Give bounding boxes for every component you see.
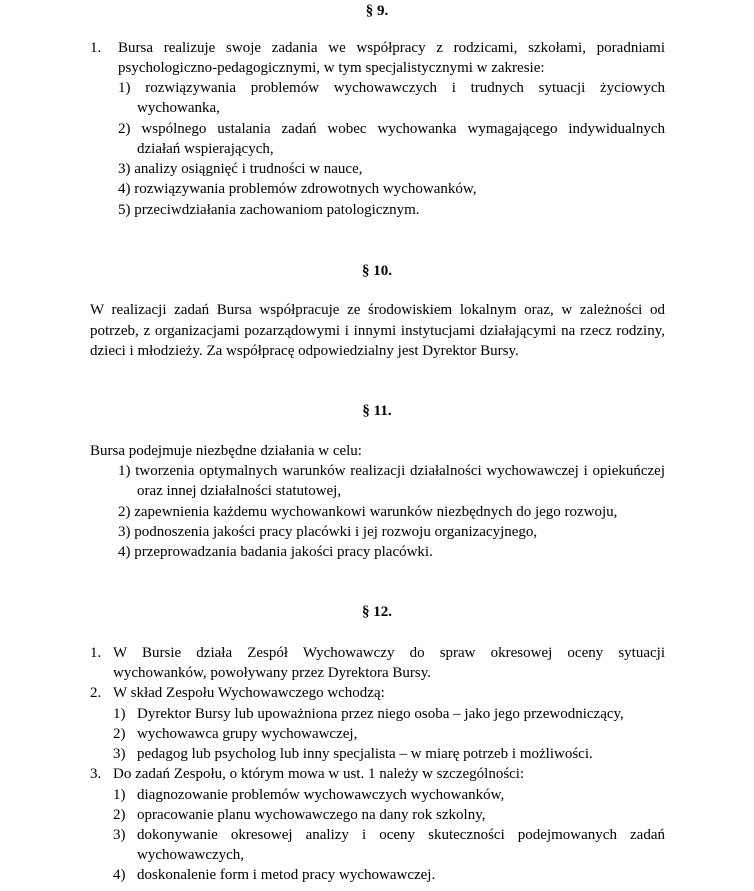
section-heading-10: § 10.: [362, 263, 392, 279]
s12-p3-item3-number: 3): [113, 827, 126, 843]
s12-p3-item3-line1: dokonywanie okresowej analizy i oceny skuteczności podejmowanych zadań: [137, 827, 665, 843]
s9-p1-line2: psychologiczno-pedagogicznymi, w tym specjalistycznymi w zakresie:: [118, 60, 545, 76]
s10-line3: dzieci i młodzieży. Za współpracę odpowiedzialny jest Dyrektor Bursy.: [90, 343, 519, 359]
s12-p3-item1: diagnozowanie problemów wychowawczych wychowanków,: [137, 787, 505, 803]
s12-p2-item1-number: 1): [113, 706, 126, 722]
s12-p3-item4-number: 4): [113, 867, 126, 883]
s9-p1-number: 1.: [90, 40, 102, 56]
s12-p2-number: 2.: [90, 685, 102, 701]
s12-p3-item2-number: 2): [113, 807, 126, 823]
section-heading-12: § 12.: [362, 604, 392, 620]
s12-p2-item3-number: 3): [113, 746, 126, 762]
s12-p3-number: 3.: [90, 766, 102, 782]
s12-p3-item2: opracowanie planu wychowawczego na dany rok szkolny,: [137, 807, 486, 823]
s9-item2-line2: działań wspierających,: [137, 141, 274, 157]
s12-p2-item2: wychowawca grupy wychowawczej,: [137, 726, 358, 742]
s11-item2: 2) zapewnienia każdemu wychowankowi warunków niezbędnych do jego rozwoju,: [118, 504, 618, 520]
section-heading-11: § 11.: [362, 403, 392, 419]
s9-item5: 5) przeciwdziałania zachowaniom patologicznym.: [118, 202, 420, 218]
s9-item4: 4) rozwiązywania problemów zdrowotnych wychowanków,: [118, 181, 477, 197]
s11-item1-line1: 1) tworzenia optymalnych warunków realizacji działalności wychowawczej i opiekuńczej: [118, 463, 665, 479]
s11-item4: 4) przeprowadzania badania jakości pracy placówki.: [118, 544, 433, 560]
section-heading-9: § 9.: [365, 3, 389, 19]
s9-item2-line1: 2) wspólnego ustalania zadań wobec wychowanka wymagającego indywidualnych: [118, 121, 665, 137]
s12-p3-item3-line2: wychowawczych,: [137, 847, 245, 863]
s11-item3: 3) podnoszenia jakości pracy placówki i jej rozwoju organizacyjnego,: [118, 524, 538, 540]
s12-p2-item2-number: 2): [113, 726, 126, 742]
s12-p1-line1: W Bursie działa Zespół Wychowawczy do spraw okresowej oceny sytuacji: [113, 645, 665, 661]
s12-p3-item4: doskonalenie form i metod pracy wychowawczej.: [137, 867, 436, 883]
s9-item1-line2: wychowanka,: [137, 100, 220, 116]
s12-p2-line1: W skład Zespołu Wychowawczego wchodzą:: [113, 685, 385, 701]
s9-item3: 3) analizy osiągnięć i trudności w nauce,: [118, 161, 363, 177]
s12-p2-item3: pedagog lub psycholog lub inny specjalista – w miarę potrzeb i możliwości.: [137, 746, 593, 762]
s12-p3-item1-number: 1): [113, 787, 126, 803]
s12-p1-line2: wychowanków, powoływany przez Dyrektora Bursy.: [113, 665, 431, 681]
s12-p1-number: 1.: [90, 645, 102, 661]
s9-item1-line1: 1) rozwiązywania problemów wychowawczych i trudnych sytuacji życiowych: [118, 80, 665, 96]
s11-intro: Bursa podejmuje niezbędne działania w celu:: [90, 443, 362, 459]
s10-line2: potrzeb, z organizacjami pozarządowymi i innymi instytucjami działającymi na rzecz rodziny,: [90, 323, 665, 339]
s11-item1-line2: oraz innej działalności statutowej,: [137, 483, 342, 499]
s10-line1: W realizacji zadań Bursa współpracuje ze środowiskiem lokalnym oraz, w zależności od: [90, 302, 665, 318]
s9-p1-line1: Bursa realizuje swoje zadania we współpracy z rodzicami, szkołami, poradniami: [118, 40, 665, 56]
s12-p2-item1: Dyrektor Bursy lub upoważniona przez niego osoba – jako jego przewodniczący,: [137, 706, 624, 722]
s12-p3-line1: Do zadań Zespołu, o którym mowa w ust. 1 należy w szczególności:: [113, 766, 525, 782]
